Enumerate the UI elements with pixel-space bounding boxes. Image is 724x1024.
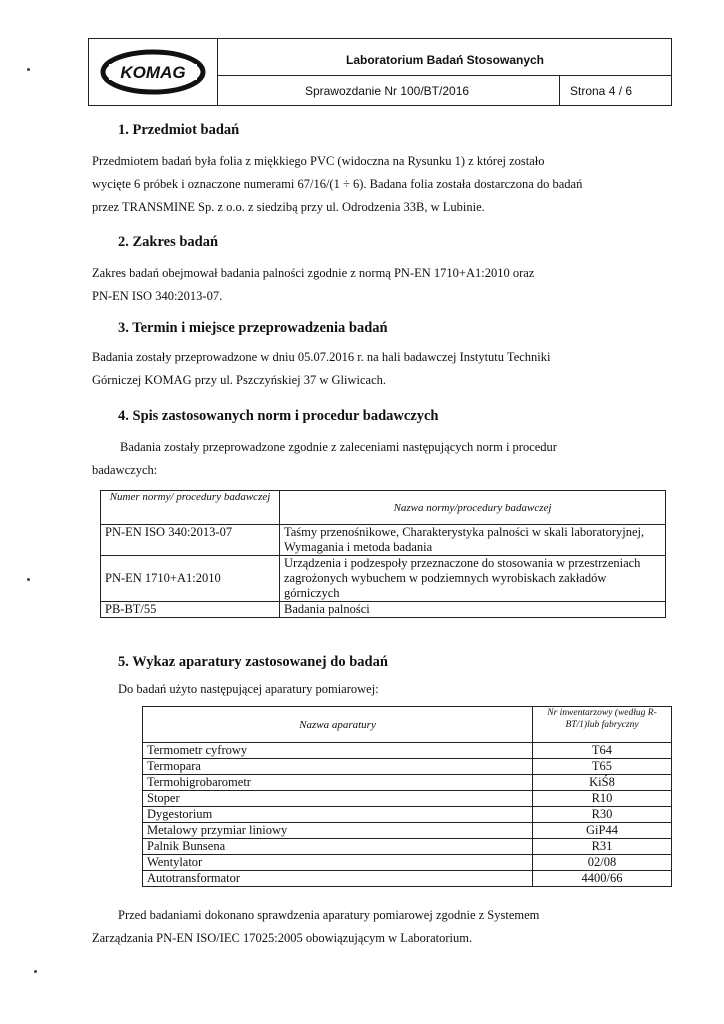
section-title: 2. Zakres badań bbox=[118, 234, 219, 250]
equipment-table bbox=[142, 706, 672, 887]
equipment-number: GiP44 bbox=[533, 823, 672, 839]
equipment-name: Wentylator bbox=[143, 855, 533, 871]
equipment-number: 02/08 bbox=[533, 855, 672, 871]
section-body bbox=[92, 262, 672, 308]
equipment-name: Termopara bbox=[143, 759, 533, 775]
scan-speck bbox=[27, 68, 30, 71]
table-row bbox=[143, 743, 672, 759]
equipment-number: T64 bbox=[533, 743, 672, 759]
equipment-number: KiŚ8 bbox=[533, 775, 672, 791]
table-header-row bbox=[143, 707, 672, 743]
table-header-row bbox=[101, 491, 666, 525]
lab-name: Laboratorium Badań Stosowanych bbox=[345, 53, 545, 67]
norm-number: PB-BT/55 bbox=[101, 602, 280, 618]
section-title: 3. Termin i miejsce przeprowadzenia badań bbox=[118, 320, 388, 336]
section-title: 4. Spis zastosowanych norm i procedur badawczych bbox=[118, 408, 439, 424]
text-line: Zakres badań obejmował badania palności zgodnie z normą PN-EN 1710+A1:2010 oraz bbox=[92, 266, 535, 280]
equipment-number: R10 bbox=[533, 791, 672, 807]
table-row bbox=[143, 823, 672, 839]
equipment-intro: Do badań użyto następującej aparatury pomiarowej: bbox=[118, 682, 379, 696]
equipment-number: R30 bbox=[533, 807, 672, 823]
table-row bbox=[143, 855, 672, 871]
text-line: Badania zostały przeprowadzone w dniu 05.07.2016 r. na hali badawczej Instytutu Techniki bbox=[92, 350, 551, 364]
scan-speck bbox=[34, 970, 37, 973]
scan-speck bbox=[27, 578, 30, 581]
table-row bbox=[143, 775, 672, 791]
equipment-number: 4400/66 bbox=[533, 871, 672, 887]
table-row bbox=[143, 759, 672, 775]
equipment-number: T65 bbox=[533, 759, 672, 775]
komag-logo bbox=[89, 39, 218, 105]
equipment-name: Termohigrobarometr bbox=[143, 775, 533, 791]
equipment-name: Metalowy przymiar liniowy bbox=[143, 823, 533, 839]
norm-name: Badania palności bbox=[280, 602, 666, 618]
norm-number-header: Numer normy/ procedury badawczej bbox=[101, 491, 280, 525]
text-line: badawczych: bbox=[92, 463, 158, 477]
section-title: 5. Wykaz aparatury zastosowanej do badań bbox=[118, 654, 388, 670]
equipment-name: Palnik Bunsena bbox=[143, 839, 533, 855]
table-row bbox=[143, 839, 672, 855]
report-number: Sprawozdanie Nr 100/BT/2016 bbox=[304, 84, 470, 98]
text-line: Zarządzania PN-EN ISO/IEC 17025:2005 obowiązującym w Laboratorium. bbox=[92, 931, 473, 945]
table-row bbox=[143, 791, 672, 807]
section-body bbox=[92, 436, 672, 482]
text-line: Przedmiotem badań była folia z miękkiego PVC (widoczna na Rysunku 1) z której zostało bbox=[92, 154, 545, 168]
norm-name: Urządzenia i podzespoły przeznaczone do stosowania w przestrzeniach zagrożonych wybuchem w podziemnych wyrobiskach zakładów górniczych bbox=[280, 556, 666, 602]
equipment-number-header: Nr inwentarzowy (według R-BT/1)lub fabryczny bbox=[533, 707, 672, 743]
table-row bbox=[101, 525, 666, 556]
page-number: Strona 4 / 6 bbox=[559, 76, 671, 106]
equipment-name-header: Nazwa aparatury bbox=[143, 707, 533, 743]
text-line: wycięte 6 próbek i oznaczone numerami 67/16/(1 ÷ 6). Badana folia została dostarczona do badań bbox=[92, 177, 583, 191]
norms-table bbox=[100, 490, 666, 618]
document-header bbox=[88, 38, 672, 106]
equipment-name: Stoper bbox=[143, 791, 533, 807]
text-line: Badania zostały przeprowadzone zgodnie z zaleceniami następujących norm i procedur bbox=[120, 440, 557, 454]
norm-name: Taśmy przenośnikowe, Charakterystyka palności w skali laboratoryjnej, Wymagania i metoda badania bbox=[280, 525, 666, 556]
logo-text: KOMAG bbox=[120, 63, 186, 82]
table-row bbox=[101, 602, 666, 618]
equipment-name: Termometr cyfrowy bbox=[143, 743, 533, 759]
norm-name-header: Nazwa normy/procedury badawczej bbox=[280, 491, 666, 525]
equipment-number: R31 bbox=[533, 839, 672, 855]
equipment-name: Dygestorium bbox=[143, 807, 533, 823]
section-body bbox=[92, 150, 672, 219]
table-row bbox=[101, 556, 666, 602]
text-line: przez TRANSMINE Sp. z o.o. z siedzibą przy ul. Odrodzenia 33B, w Lubinie. bbox=[92, 200, 485, 214]
text-line: Przed badaniami dokonano sprawdzenia aparatury pomiarowej zgodnie z Systemem bbox=[118, 908, 540, 922]
table-row bbox=[143, 871, 672, 887]
norm-number: PN-EN ISO 340:2013-07 bbox=[101, 525, 280, 556]
text-line: PN-EN ISO 340:2013-07. bbox=[92, 289, 223, 303]
section-title: 1. Przedmiot badań bbox=[118, 122, 240, 138]
text-line: Górniczej KOMAG przy ul. Pszczyńskiej 37 w Gliwicach. bbox=[92, 373, 387, 387]
equipment-outro bbox=[92, 904, 672, 950]
equipment-name: Autotransformator bbox=[143, 871, 533, 887]
norm-number: PN-EN 1710+A1:2010 bbox=[101, 556, 280, 602]
table-row bbox=[143, 807, 672, 823]
section-body bbox=[92, 346, 672, 392]
